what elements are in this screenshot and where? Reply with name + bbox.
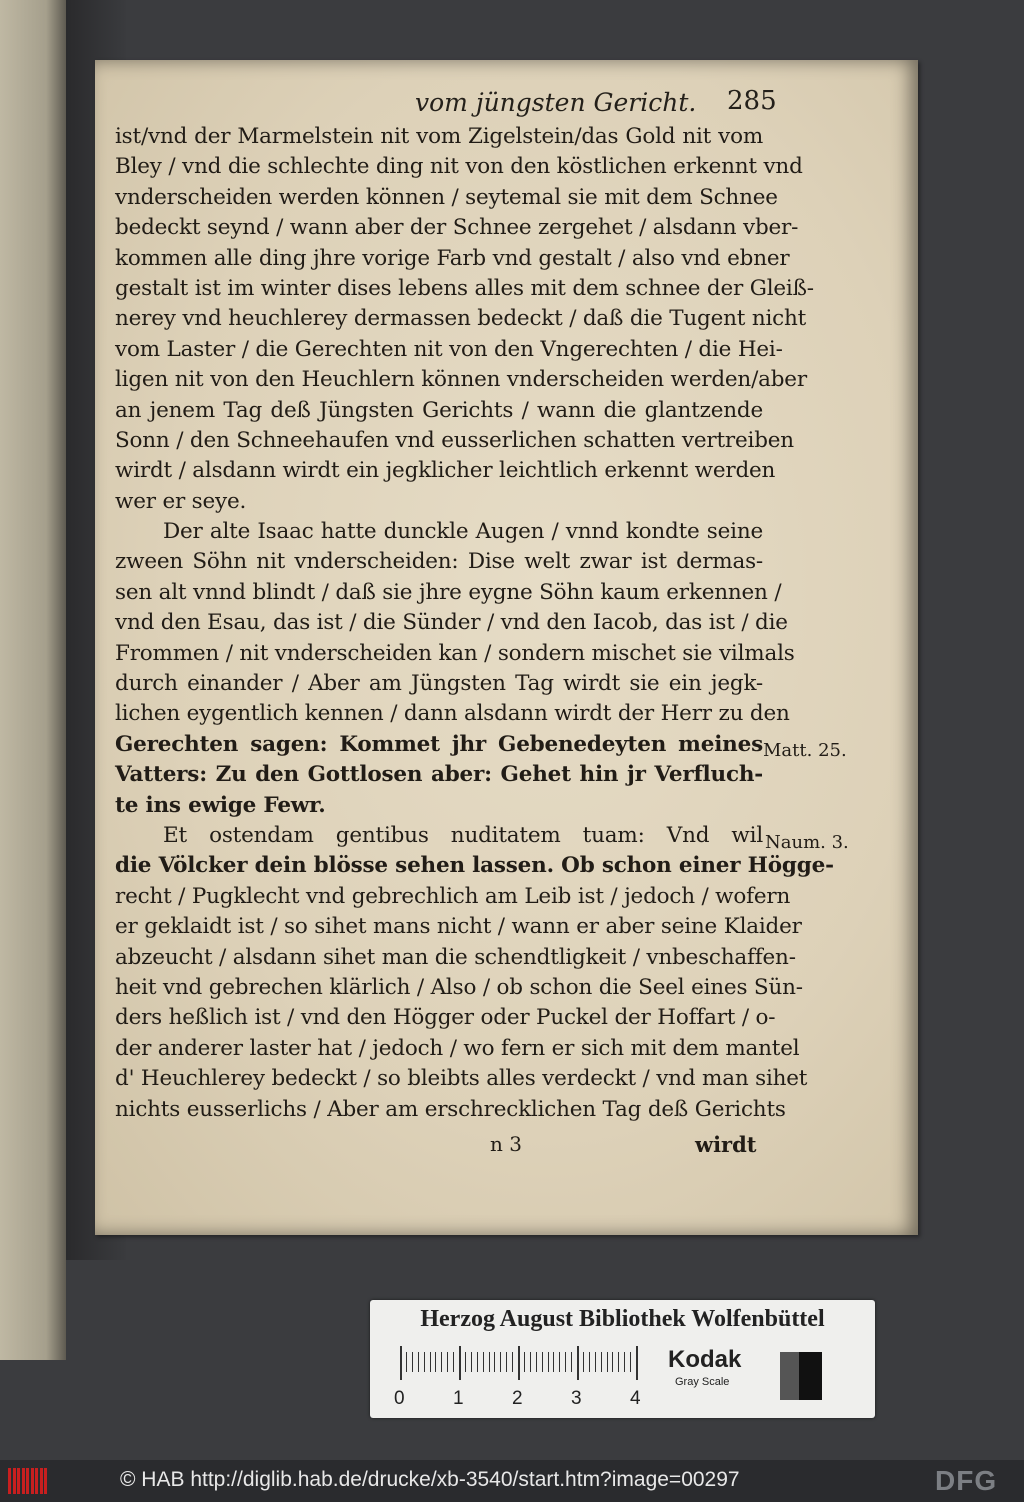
- scale-tick: [583, 1352, 584, 1372]
- text-line: Der alte Isaac hatte dunckle Augen / vnnd kondte seine: [163, 519, 763, 545]
- scale-tick: [595, 1352, 596, 1372]
- scale-tick: [518, 1346, 520, 1380]
- text-line: Gerechten sagen: Kommet jhr Gebenedeyten meines: [115, 731, 763, 757]
- text-line: sen alt vnnd blindt / daß sie jhre eygne Söhn kaum erkennen /: [115, 579, 782, 605]
- scale-tick: [589, 1352, 590, 1372]
- gray-swatch: [780, 1352, 822, 1400]
- text-line: d' Heuchlerey bedeckt / so bleibts alles verdeckt / vnd man sihet: [115, 1066, 808, 1092]
- scale-tick: [418, 1352, 419, 1372]
- text-line: Sonn / den Schneehaufen vnd eusserlichen schatten vertreiben: [115, 427, 794, 453]
- scale-tick: [618, 1352, 619, 1372]
- measure-scale: [390, 1344, 641, 1409]
- library-name: Herzog August Bibliothek Wolfenbüttel: [420, 1306, 825, 1332]
- scale-tick: [559, 1352, 560, 1372]
- text-line: Vatters: Zu den Gottlosen aber: Gehet hin jr Verfluch-: [115, 762, 763, 788]
- text-line: an jenem Tag deß Jüngsten Gerichts / wann die glantzende: [115, 397, 763, 423]
- scale-tick: [565, 1352, 566, 1372]
- text-line: lichen eygentlich kennen / dann alsdann wirdt der Herr zu den: [115, 701, 790, 727]
- running-head: vom jüngsten Gericht.: [415, 88, 697, 117]
- scale-number: 0: [394, 1388, 405, 1409]
- scale-tick: [483, 1352, 484, 1372]
- scale-tick: [571, 1352, 572, 1372]
- text-line: Frommen / nit vnderscheiden kan / sondern mischet sie vilmals: [115, 640, 795, 666]
- scale-tick: [607, 1352, 608, 1372]
- text-line: te ins ewige Fewr.: [115, 792, 326, 818]
- text-line: abzeucht / alsdann sihet man die schendtligkeit / vnbeschaffen-: [115, 944, 796, 970]
- marginal-note: Matt. 25.: [763, 740, 847, 761]
- scale-tick: [447, 1352, 448, 1372]
- scale-tick: [435, 1352, 436, 1372]
- scale-number: 3: [571, 1388, 582, 1409]
- text-line: vnderscheiden werden können / seytemal sie mit dem Schnee: [115, 184, 778, 210]
- page-number: 285: [727, 86, 777, 116]
- previous-page-edge: [0, 0, 66, 1360]
- scale-tick: [601, 1352, 602, 1372]
- text-line: die Völcker dein blösse sehen lassen. Ob schon einer Högge-: [115, 853, 834, 879]
- scale-tick: [465, 1352, 466, 1372]
- text-line: bedeckt seynd / wann aber der Schnee zergehet / alsdann vber-: [115, 215, 799, 241]
- scale-tick: [489, 1352, 490, 1372]
- gray-scale-caption: Gray Scale: [675, 1376, 730, 1388]
- scale-tick: [524, 1352, 525, 1372]
- text-line: wer er seye.: [115, 488, 247, 514]
- library-label: [370, 1300, 875, 1418]
- marginal-note: Naum. 3.: [765, 832, 849, 853]
- scale-tick: [477, 1352, 478, 1372]
- scale-number: 4: [630, 1388, 641, 1409]
- scale-tick: [630, 1352, 631, 1372]
- text-line: ist/vnd der Marmelstein nit vom Zigelstein/das Gold nit vom: [115, 124, 763, 149]
- scale-tick: [542, 1352, 543, 1372]
- text-line: er geklaidt ist / so sihet mans nicht / wann er aber seine Klaider: [115, 914, 802, 940]
- text-line: recht / Pugklecht vnd gebrechlich am Leib ist / jedoch / wofern: [115, 883, 791, 909]
- scale-tick: [624, 1352, 625, 1372]
- scale-tick: [412, 1352, 413, 1372]
- scale-tick: [530, 1352, 531, 1372]
- text-line: wirdt / alsdann wirdt ein jegklicher leichtlich erkennt werden: [115, 458, 776, 484]
- catchword: wirdt: [695, 1132, 757, 1157]
- hab-logo-icon: [8, 1468, 48, 1494]
- scale-tick: [548, 1352, 549, 1372]
- scale-tick: [500, 1352, 501, 1372]
- signature-mark: n 3: [490, 1132, 522, 1156]
- scale-tick: [441, 1352, 442, 1372]
- scale-number: 2: [512, 1388, 523, 1409]
- scale-tick: [512, 1352, 513, 1372]
- text-line: ders heßlich ist / vnd den Högger oder Puckel der Hoffart / o-: [115, 1005, 776, 1031]
- dfg-logo: DFG: [935, 1465, 998, 1496]
- text-line: durch einander / Aber am Jüngsten Tag wirdt sie ein jegk-: [115, 671, 763, 697]
- scale-tick: [612, 1352, 613, 1372]
- scale-tick: [636, 1346, 638, 1380]
- scale-tick: [453, 1352, 454, 1372]
- text-line: Et ostendam gentibus nuditatem tuam: Vnd wil: [163, 822, 763, 848]
- copyright-link[interactable]: © HAB http://diglib.hab.de/drucke/xb-3540/start.htm?image=00297: [120, 1468, 740, 1491]
- scale-tick: [536, 1352, 537, 1372]
- text-line: vom Laster / die Gerechten nit von den Vngerechten / die Hei-: [115, 336, 783, 362]
- text-line: ligen nit von den Heuchlern können vnderscheiden werden/aber: [115, 367, 807, 393]
- scale-tick: [471, 1352, 472, 1372]
- scale-tick: [459, 1346, 461, 1380]
- text-line: vnd den Esau, das ist / die Sünder / vnd den Iacob, das ist / die: [115, 610, 788, 636]
- scanned-page: [95, 60, 918, 1235]
- text-line: Bley / vnd die schlechte ding nit von den köstlichen erkennt vnd: [115, 154, 803, 180]
- text-line: zween Söhn nit vnderscheiden: Dise welt zwar ist dermas-: [115, 549, 763, 575]
- scale-tick: [400, 1346, 402, 1380]
- scale-tick: [424, 1352, 425, 1372]
- text-line: heit vnd gebrechen klärlich / Also / ob schon die Seel eines Sün-: [115, 974, 803, 1000]
- scale-tick: [506, 1352, 507, 1372]
- scale-tick: [577, 1346, 579, 1380]
- text-line: nichts eusserlichs / Aber am erschrecklichen Tag deß Gerichts: [115, 1096, 786, 1122]
- text-line: gestalt ist im winter dises lebens alles mit dem schnee der Gleiß-: [115, 275, 814, 301]
- scale-number: 1: [453, 1388, 464, 1409]
- scale-tick: [494, 1352, 495, 1372]
- scale-tick: [553, 1352, 554, 1372]
- kodak-logo: Kodak: [668, 1346, 742, 1373]
- scale-tick: [430, 1352, 431, 1372]
- text-line: kommen alle ding jhre vorige Farb vnd gestalt / also vnd ebner: [115, 245, 790, 271]
- text-line: nerey vnd heuchlerey dermassen bedeckt / daß die Tugent nicht: [115, 306, 807, 332]
- text-line: der anderer laster hat / jedoch / wo fern er sich mit dem mantel: [115, 1035, 800, 1061]
- scale-tick: [406, 1352, 407, 1372]
- footer-bar: [0, 1460, 1024, 1502]
